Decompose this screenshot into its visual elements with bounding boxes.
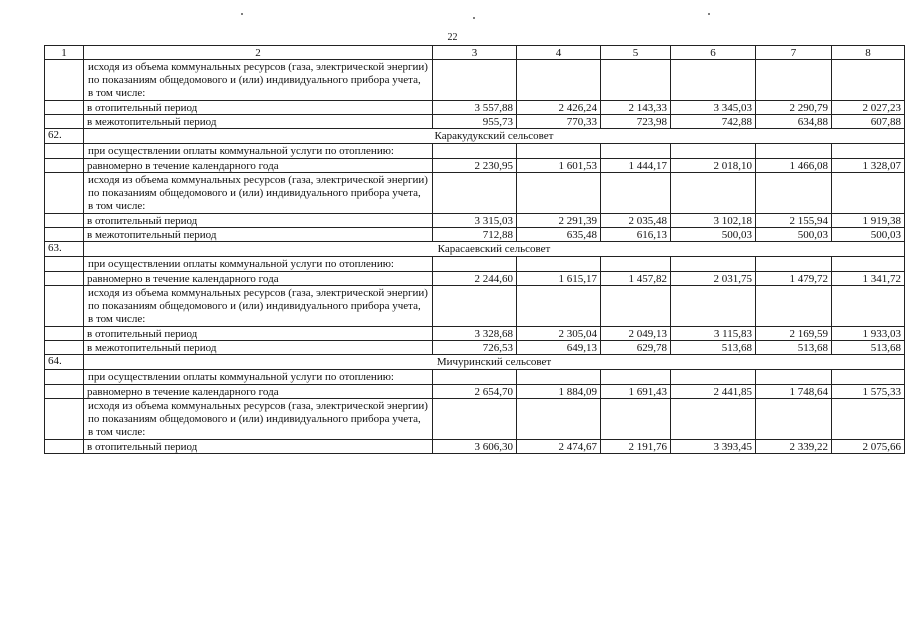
value-cell: 2 031,75 (671, 272, 756, 286)
column-number-header (45, 46, 905, 60)
value-cell: 649,13 (517, 341, 601, 355)
value-cell: 2 155,94 (756, 214, 832, 228)
value-cell: 1 933,03 (832, 327, 905, 341)
header-cell: 8 (832, 46, 905, 60)
description-cell: исходя из объема коммунальных ресурсов (газа, электрической энергии) по показаниям общедомового и (или) индивидуального прибора учета, в том числе: (84, 60, 433, 101)
section-row (45, 355, 905, 370)
description-cell: исходя из объема коммунальных ресурсов (газа, электрической энергии) по показаниям общедомового и (или) индивидуального прибора учета, в том числе: (84, 286, 433, 327)
value-cell (671, 370, 756, 385)
scan-speck (473, 17, 475, 19)
description-row (45, 399, 905, 440)
value-cell (433, 286, 517, 327)
description-cell: при осуществлении оплаты коммунальной услуги по отоплению: (84, 370, 433, 385)
value-cell: 1 444,17 (601, 159, 671, 173)
value-cell (671, 257, 756, 272)
value-cell (671, 286, 756, 327)
row-number-cell (45, 399, 84, 440)
table-row (45, 327, 905, 341)
row-label-cell: в межотопительный период (84, 228, 433, 242)
table-body (45, 46, 905, 454)
value-cell: 955,73 (433, 115, 517, 129)
description-cell: исходя из объема коммунальных ресурсов (газа, электрической энергии) по показаниям общедомового и (или) индивидуального прибора учета, в том числе: (84, 399, 433, 440)
value-cell: 1 328,07 (832, 159, 905, 173)
value-cell: 500,03 (832, 228, 905, 242)
value-cell: 513,68 (832, 341, 905, 355)
value-cell: 712,88 (433, 228, 517, 242)
value-cell (517, 173, 601, 214)
value-cell (601, 370, 671, 385)
row-number-cell: 64. (45, 355, 84, 370)
value-cell (756, 173, 832, 214)
value-cell (433, 144, 517, 159)
description-row (45, 173, 905, 214)
value-cell (601, 173, 671, 214)
value-cell: 2 291,39 (517, 214, 601, 228)
value-cell (832, 257, 905, 272)
value-cell: 2 191,76 (601, 440, 671, 454)
value-cell (601, 60, 671, 101)
value-cell: 726,53 (433, 341, 517, 355)
page-number: 22 (447, 32, 458, 43)
section-title: Карасаевский сельсовет (84, 242, 905, 257)
header-cell: 6 (671, 46, 756, 60)
value-cell: 2 474,67 (517, 440, 601, 454)
row-label-cell: в отопительный период (84, 440, 433, 454)
description-row (45, 257, 905, 272)
value-cell (756, 144, 832, 159)
value-cell (517, 257, 601, 272)
value-cell: 3 102,18 (671, 214, 756, 228)
row-number-cell: 63. (45, 242, 84, 257)
value-cell: 635,48 (517, 228, 601, 242)
value-cell (671, 60, 756, 101)
value-cell: 2 426,24 (517, 101, 601, 115)
value-cell (433, 173, 517, 214)
value-cell: 2 049,13 (601, 327, 671, 341)
value-cell (433, 257, 517, 272)
row-number-cell (45, 257, 84, 272)
value-cell: 1 691,43 (601, 385, 671, 399)
value-cell: 3 393,45 (671, 440, 756, 454)
value-cell: 723,98 (601, 115, 671, 129)
row-number-cell (45, 341, 84, 355)
value-cell: 2 290,79 (756, 101, 832, 115)
description-cell: при осуществлении оплаты коммунальной услуги по отоплению: (84, 257, 433, 272)
value-cell: 2 230,95 (433, 159, 517, 173)
header-cell: 4 (517, 46, 601, 60)
value-cell (433, 399, 517, 440)
value-cell: 3 345,03 (671, 101, 756, 115)
scan-speck (241, 13, 243, 15)
row-number-cell: 62. (45, 129, 84, 144)
header-cell: 7 (756, 46, 832, 60)
header-cell: 1 (45, 46, 84, 60)
value-cell: 2 027,23 (832, 101, 905, 115)
row-label-cell: в отопительный период (84, 101, 433, 115)
value-cell (517, 399, 601, 440)
value-cell (601, 257, 671, 272)
row-label-cell: в межотопительный период (84, 341, 433, 355)
description-row (45, 60, 905, 101)
table-row (45, 228, 905, 242)
value-cell: 742,88 (671, 115, 756, 129)
value-cell: 2 305,04 (517, 327, 601, 341)
value-cell: 500,03 (756, 228, 832, 242)
section-row (45, 129, 905, 144)
value-cell (756, 257, 832, 272)
table-row (45, 341, 905, 355)
row-label-cell: в отопительный период (84, 327, 433, 341)
value-cell: 1 466,08 (756, 159, 832, 173)
value-cell (671, 144, 756, 159)
table-row (45, 385, 905, 399)
value-cell: 1 479,72 (756, 272, 832, 286)
description-row (45, 144, 905, 159)
table-row (45, 214, 905, 228)
value-cell: 2 654,70 (433, 385, 517, 399)
row-label-cell: равномерно в течение календарного года (84, 385, 433, 399)
row-number-cell (45, 173, 84, 214)
value-cell: 2 339,22 (756, 440, 832, 454)
value-cell: 629,78 (601, 341, 671, 355)
value-cell (517, 144, 601, 159)
value-cell: 1 457,82 (601, 272, 671, 286)
value-cell (832, 286, 905, 327)
tariff-table (44, 45, 905, 454)
row-number-cell (45, 101, 84, 115)
value-cell: 3 115,83 (671, 327, 756, 341)
row-number-cell (45, 272, 84, 286)
value-cell: 1 575,33 (832, 385, 905, 399)
value-cell (832, 60, 905, 101)
value-cell: 2 169,59 (756, 327, 832, 341)
value-cell (756, 60, 832, 101)
value-cell: 607,88 (832, 115, 905, 129)
value-cell (671, 173, 756, 214)
value-cell (433, 60, 517, 101)
row-number-cell (45, 214, 84, 228)
value-cell (517, 370, 601, 385)
table-row (45, 272, 905, 286)
row-number-cell (45, 228, 84, 242)
value-cell (601, 286, 671, 327)
value-cell (433, 370, 517, 385)
value-cell (832, 370, 905, 385)
value-cell: 1 341,72 (832, 272, 905, 286)
row-label-cell: равномерно в течение календарного года (84, 272, 433, 286)
value-cell (832, 144, 905, 159)
value-cell: 2 441,85 (671, 385, 756, 399)
value-cell (517, 60, 601, 101)
table-row (45, 101, 905, 115)
value-cell: 1 919,38 (832, 214, 905, 228)
value-cell (601, 144, 671, 159)
value-cell: 2 018,10 (671, 159, 756, 173)
row-label-cell: равномерно в течение календарного года (84, 159, 433, 173)
value-cell (756, 370, 832, 385)
value-cell: 513,68 (671, 341, 756, 355)
row-number-cell (45, 115, 84, 129)
value-cell: 513,68 (756, 341, 832, 355)
description-row (45, 286, 905, 327)
value-cell (601, 399, 671, 440)
value-cell: 1 615,17 (517, 272, 601, 286)
description-cell: при осуществлении оплаты коммунальной услуги по отоплению: (84, 144, 433, 159)
value-cell: 2 244,60 (433, 272, 517, 286)
row-number-cell (45, 385, 84, 399)
row-number-cell (45, 144, 84, 159)
value-cell (832, 399, 905, 440)
table-row (45, 115, 905, 129)
table-row (45, 440, 905, 454)
row-number-cell (45, 440, 84, 454)
scan-speck (708, 13, 710, 15)
value-cell (671, 399, 756, 440)
row-number-cell (45, 370, 84, 385)
row-number-cell (45, 60, 84, 101)
value-cell: 1 748,64 (756, 385, 832, 399)
value-cell: 3 328,68 (433, 327, 517, 341)
description-row (45, 370, 905, 385)
row-number-cell (45, 327, 84, 341)
value-cell: 2 143,33 (601, 101, 671, 115)
value-cell (832, 173, 905, 214)
value-cell: 500,03 (671, 228, 756, 242)
section-title: Каракудукский сельсовет (84, 129, 905, 144)
section-title: Мичуринский сельсовет (84, 355, 905, 370)
description-cell: исходя из объема коммунальных ресурсов (газа, электрической энергии) по показаниям общедомового и (или) индивидуального прибора учета, в том числе: (84, 173, 433, 214)
row-label-cell: в межотопительный период (84, 115, 433, 129)
value-cell: 634,88 (756, 115, 832, 129)
value-cell: 2 075,66 (832, 440, 905, 454)
row-number-cell (45, 286, 84, 327)
header-cell: 2 (84, 46, 433, 60)
value-cell: 3 557,88 (433, 101, 517, 115)
value-cell: 770,33 (517, 115, 601, 129)
value-cell: 616,13 (601, 228, 671, 242)
value-cell: 3 606,30 (433, 440, 517, 454)
header-cell: 3 (433, 46, 517, 60)
row-label-cell: в отопительный период (84, 214, 433, 228)
value-cell (756, 399, 832, 440)
value-cell: 1 884,09 (517, 385, 601, 399)
row-number-cell (45, 159, 84, 173)
value-cell: 3 315,03 (433, 214, 517, 228)
value-cell: 2 035,48 (601, 214, 671, 228)
section-row (45, 242, 905, 257)
value-cell (756, 286, 832, 327)
header-cell: 5 (601, 46, 671, 60)
value-cell: 1 601,53 (517, 159, 601, 173)
value-cell (517, 286, 601, 327)
table-row (45, 159, 905, 173)
